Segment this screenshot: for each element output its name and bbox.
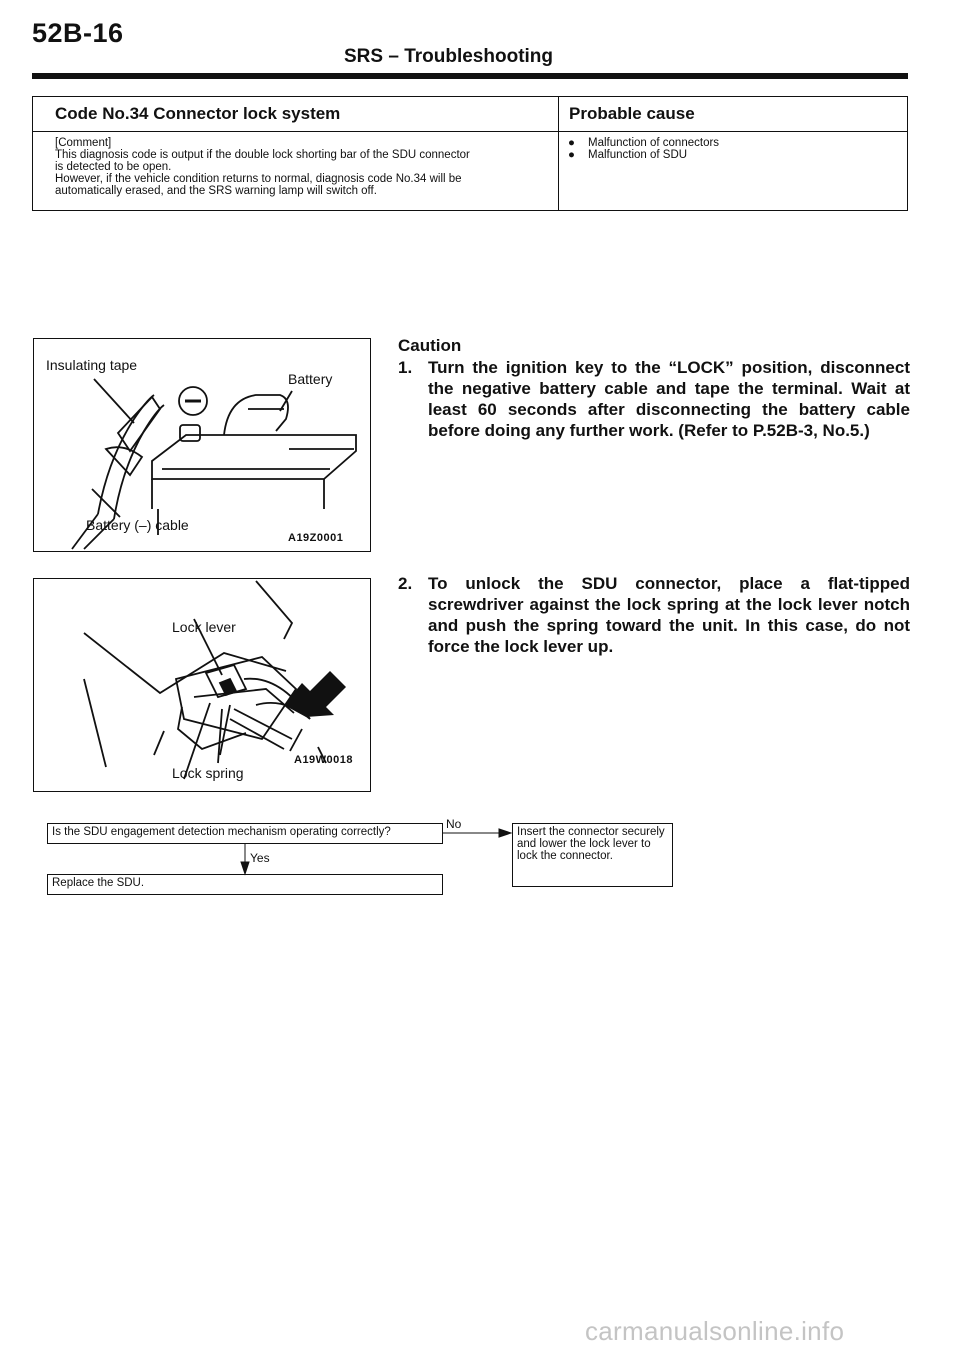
no-arrow-icon [499, 829, 511, 837]
bullet-icon: ● [568, 149, 575, 161]
probable-cause-title: Probable cause [569, 104, 695, 123]
lock-lever-label: Lock lever [172, 619, 236, 635]
flow-yes-label: Yes [250, 851, 270, 865]
comment-line: This diagnosis code is output if the double lock shorting bar of the SDU connector [55, 149, 470, 161]
code-title: Code No.34 Connector lock system [55, 104, 341, 123]
yes-arrow-icon [241, 862, 249, 874]
step-text: To unlock the SDU connector, place a flat-tipped screwdriver against the lock spring at the lock lever notch and push the spring toward the unit. In this case, do not force the lock lever up. [428, 574, 910, 656]
comment-line: However, if the vehicle condition returns to normal, diagnosis code No.34 will be [55, 173, 462, 185]
step-number: 2. [398, 574, 413, 593]
step-number: 1. [398, 358, 413, 377]
battery-label: Battery [288, 371, 333, 387]
cause-text: Malfunction of connectors [588, 137, 720, 149]
bullet-icon: ● [568, 137, 575, 149]
step-text: Turn the ignition key to the “LOCK” position, disconnect the negative battery cable and tape the terminal. Wait at least 60 seconds after disconnecting the battery cable before doing any further work. (Refer to P.52B-3, No.5.) [428, 358, 910, 440]
caution-title: Caution [398, 336, 462, 355]
comment-line: automatically erased, and the SRS warning lamp will switch off. [55, 185, 377, 197]
comment-line: is detected to be open. [55, 161, 172, 173]
comment-line: [Comment] [55, 137, 112, 149]
flow-no-label: No [446, 817, 462, 831]
flow-question-box: Is the SDU engagement detection mechanism operating correctly? [47, 823, 443, 844]
figure-code: A19W0018 [294, 754, 354, 766]
cause-text: Malfunction of SDU [588, 149, 688, 161]
lock-spring-label: Lock spring [172, 765, 244, 781]
flow-yes-action-box: Replace the SDU. [47, 874, 443, 895]
battery-cable-label: Battery (–) cable [86, 517, 189, 533]
figure-code: A19Z0001 [288, 532, 344, 544]
watermark: carmanualsonline.info [585, 1316, 845, 1346]
flow-no-action-box: Insert the connector securely and lower the lock lever to lock the connector. [512, 823, 673, 887]
page-number: 52B-16 [32, 18, 124, 48]
section-title: SRS – Troubleshooting [344, 46, 554, 67]
insulating-tape-label: Insulating tape [46, 357, 138, 373]
